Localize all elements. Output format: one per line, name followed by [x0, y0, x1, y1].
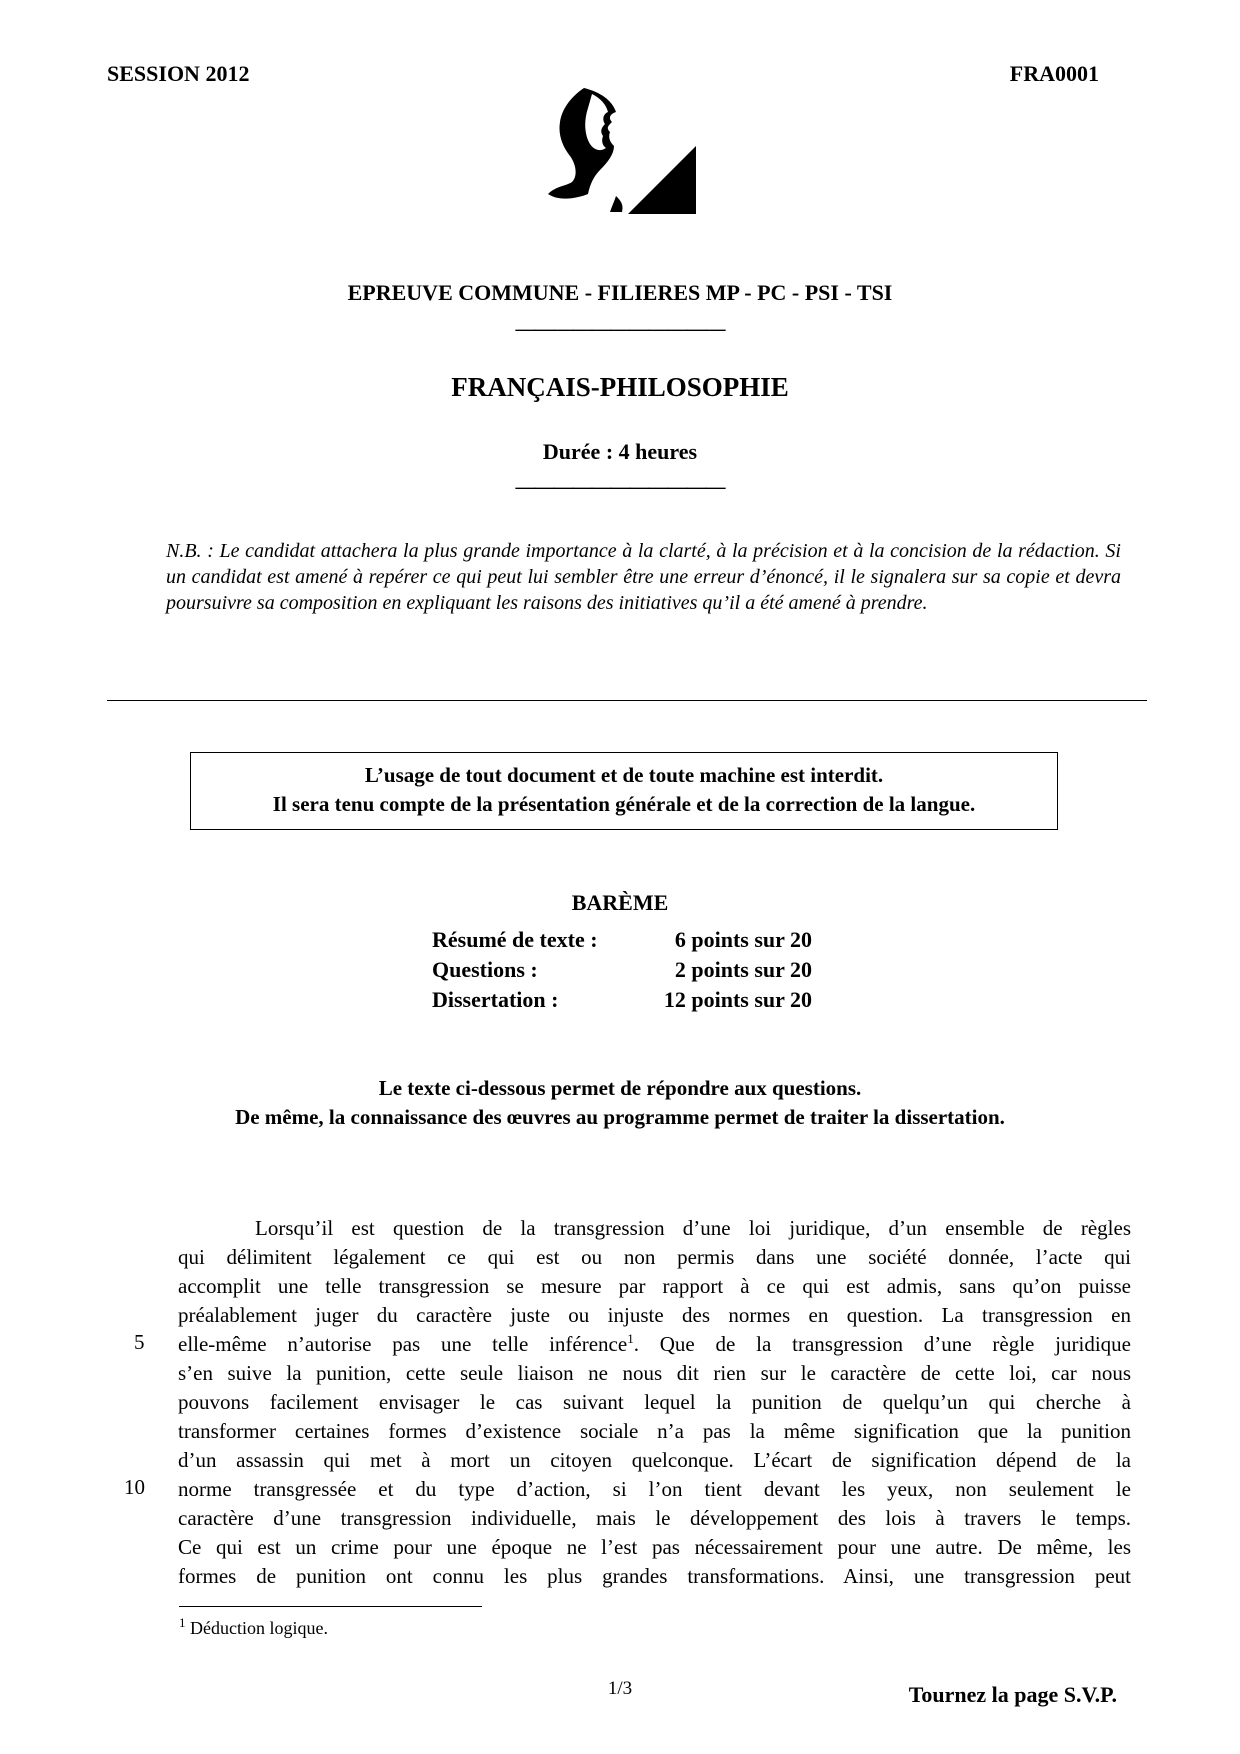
line-number: 10 [124, 1475, 145, 1499]
notice-line: Il sera tenu compte de la présentation générale et de la correction de la langue. [272, 792, 976, 816]
intro-line: Le texte ci-dessous permet de répondre aux questions. [378, 1076, 862, 1100]
passage-line: préalablement juger du caractère juste ou injuste des normes en question. La transgression en [178, 1303, 1131, 1327]
passage-line: pouvons facilement envisager le cas suivant lequel la punition de quelqu’un qui cherche à [178, 1390, 1131, 1414]
notice-line: L’usage de tout document et de toute machine est interdit. [364, 763, 884, 787]
exam-heading: EPREUVE COMMUNE - FILIERES MP - PC - PSI - TSI [347, 280, 893, 305]
bareme-points: 12 points sur 20 [663, 987, 812, 1012]
profile-logo-icon [548, 86, 696, 218]
passage-line: formes de punition ont connu les plus grandes transformations. Ainsi, une transgression peut [178, 1564, 1131, 1588]
footnote-marker: 1 [179, 1615, 186, 1630]
passage-line: transformer certaines formes d’existence sociale n’a pas la même signification que la punition [178, 1419, 1131, 1443]
nb-instructions: N.B. : Le candidat attachera la plus grande importance à la clarté, à la précision et à la concision de la rédaction. Si un candidat est amené à repérer ce qui peut lui sembler être une erreur d’énoncé, il le signalera sur sa copie et devra poursuivre sa composition en expliquant les raisons des initiatives qu’il a été amené à prendre. [166, 540, 1121, 614]
line-number: 5 [134, 1330, 145, 1354]
passage-line: accomplit une telle transgression se mesure par rapport à ce qui est admis, sans qu’on puisse [178, 1274, 1131, 1298]
footnote [179, 1615, 328, 1639]
bareme-points: 6 points sur 20 [674, 927, 812, 952]
passage-line: Lorsqu’il est question de la transgression d’une loi juridique, d’un ensemble de règles [255, 1216, 1131, 1240]
passage-line: qui délimitent légalement ce qui est ou non permis dans une société donnée, l’acte qui [178, 1245, 1131, 1269]
footnote-ref: 1 [627, 1331, 634, 1346]
exam-code: FRA0001 [1009, 61, 1099, 86]
bareme-row [432, 955, 812, 985]
section-separator [107, 700, 1147, 701]
passage-line [178, 1330, 1131, 1359]
passage-line: Ce qui est un crime pour une époque ne l’est pas nécessairement pour une autre. De même, les [178, 1535, 1131, 1559]
turn-page-note: Tournez la page S.V.P. [908, 1682, 1117, 1707]
intro-text [0, 1074, 1240, 1132]
bareme-points: 2 points sur 20 [674, 957, 812, 982]
session-label: SESSION 2012 [107, 61, 250, 86]
footnote-text: Déduction logique. [185, 1618, 328, 1638]
bareme-label: Résumé de texte : [432, 927, 598, 952]
duration-label: Durée : 4 heures [542, 439, 698, 464]
page-number: 1/3 [607, 1678, 633, 1699]
passage-line: d’un assassin qui met à mort un citoyen quelconque. L’écart de signification dépend de la [178, 1448, 1131, 1472]
passage-fragment: elle-même n’autorise pas une telle inférence [178, 1332, 628, 1356]
bareme-label: Dissertation : [432, 987, 559, 1012]
footnote-rule [179, 1606, 482, 1607]
passage-fragment: . Que de la transgression d’une règle juridique [633, 1332, 1131, 1356]
subject-title: FRANÇAIS-PHILOSOPHIE [451, 372, 789, 402]
bareme-title: BARÈME [571, 890, 669, 915]
passage-line: s’en suive la punition, cette seule liaison ne nous dit rien sur le caractère de cette loi, car nous [178, 1361, 1131, 1385]
text-passage [178, 1214, 1131, 1591]
passage-line: norme transgressée et du type d’action, si l’on tient devant les yeux, non seulement le [178, 1477, 1131, 1501]
bareme-table [432, 925, 812, 1015]
bareme-row [432, 985, 812, 1015]
rules-notice-box [190, 752, 1058, 830]
title-divider: ——————————— [515, 318, 725, 340]
title-divider: ——————————— [515, 476, 725, 498]
bareme-label: Questions : [432, 957, 538, 982]
bareme-row [432, 925, 812, 955]
passage-line: caractère d’une transgression individuelle, mais le développement des lois à travers le temps. [178, 1506, 1131, 1530]
intro-line: De même, la connaissance des œuvres au programme permet de traiter la dissertation. [235, 1105, 1005, 1129]
